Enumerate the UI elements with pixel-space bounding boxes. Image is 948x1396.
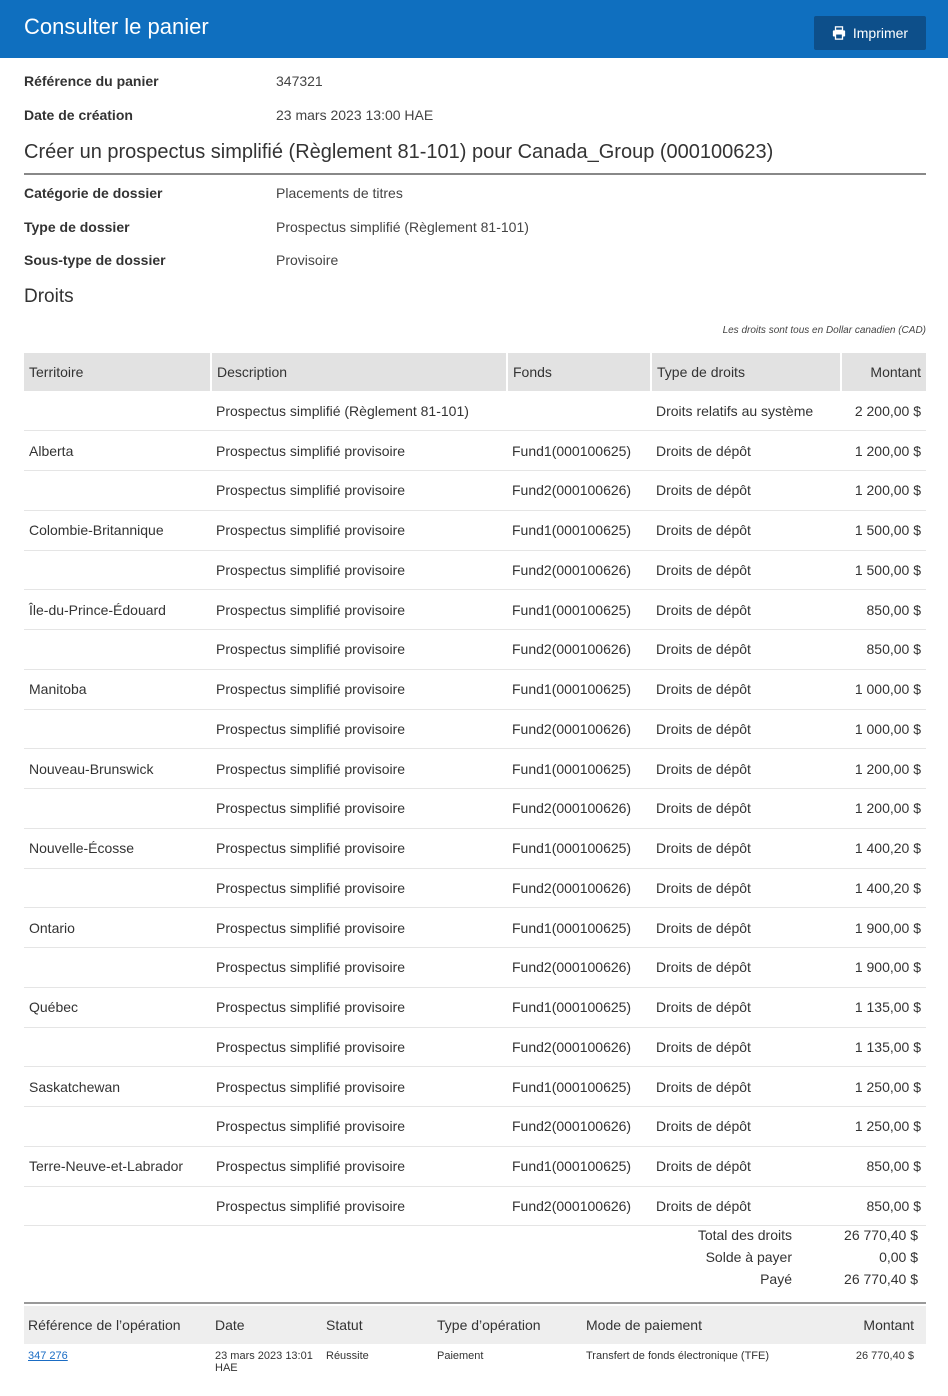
fee-row: [24, 630, 926, 670]
operation-row: [24, 1344, 926, 1384]
fee-fonds: Fund2(000100626): [507, 868, 651, 908]
fee-fonds: Fund2(000100626): [507, 709, 651, 749]
fee-montant: 2 200,00 $: [841, 391, 926, 431]
fee-territoire: [24, 868, 211, 908]
fee-territoire: Québec: [24, 987, 211, 1027]
fee-fonds: Fund2(000100626): [507, 471, 651, 511]
fee-description: Prospectus simplifié provisoire: [211, 828, 507, 868]
op-col-statut: Statut: [322, 1306, 433, 1344]
fee-fonds: Fund1(000100625): [507, 908, 651, 948]
fee-montant: 1 200,00 $: [841, 789, 926, 829]
dossier-subtype-label: Sous-type de dossier: [24, 252, 166, 268]
fee-description: Prospectus simplifié provisoire: [211, 1067, 507, 1107]
paid-row: [24, 1271, 926, 1293]
dossier-category-value: Placements de titres: [276, 185, 403, 201]
fee-description: Prospectus simplifié provisoire: [211, 1027, 507, 1067]
fee-territoire: [24, 550, 211, 590]
op-col-date: Date: [211, 1306, 322, 1344]
fee-territoire: [24, 1107, 211, 1147]
fee-montant: 1 500,00 $: [841, 550, 926, 590]
operation-status: Réussite: [326, 1350, 369, 1362]
print-button-label: Imprimer: [852, 25, 909, 41]
fee-fonds: Fund1(000100625): [507, 1067, 651, 1107]
fee-type: Droits de dépôt: [651, 987, 841, 1027]
fee-territoire: Ontario: [24, 908, 211, 948]
fee-description: Prospectus simplifié provisoire: [211, 987, 507, 1027]
dossier-type-row: [24, 219, 926, 239]
fee-type: Droits de dépôt: [651, 630, 841, 670]
page-title: Consulter le panier: [24, 14, 209, 39]
fee-row: [24, 550, 926, 590]
fee-type: Droits de dépôt: [651, 908, 841, 948]
fee-montant: 1 900,00 $: [841, 948, 926, 988]
fee-fonds: Fund1(000100625): [507, 749, 651, 789]
cart-date-value: 23 mars 2023 13:00 HAE: [276, 107, 434, 123]
paid-label: Payé: [760, 1271, 792, 1287]
fee-montant: 850,00 $: [841, 630, 926, 670]
fee-type: Droits de dépôt: [651, 510, 841, 550]
fee-montant: 1 400,20 $: [841, 868, 926, 908]
fees-header-row: [24, 353, 926, 391]
fee-fonds: Fund1(000100625): [507, 987, 651, 1027]
fee-type: Droits de dépôt: [651, 431, 841, 471]
fee-description: Prospectus simplifié provisoire: [211, 1186, 507, 1226]
fee-fonds: Fund2(000100626): [507, 948, 651, 988]
op-col-reference: Référence de l’opération: [24, 1306, 211, 1344]
fee-montant: 1 400,20 $: [841, 828, 926, 868]
fee-description: Prospectus simplifié (Règlement 81-101): [211, 391, 507, 431]
total-value: 26 770,40 $: [844, 1227, 918, 1243]
fee-type: Droits de dépôt: [651, 749, 841, 789]
operations-table: [24, 1306, 926, 1384]
fee-territoire: [24, 1186, 211, 1226]
fee-type: Droits de dépôt: [651, 948, 841, 988]
fee-description: Prospectus simplifié provisoire: [211, 789, 507, 829]
fee-row: [24, 590, 926, 630]
fee-montant: 850,00 $: [841, 1146, 926, 1186]
op-col-mode: Mode de paiement: [582, 1306, 832, 1344]
fee-row: [24, 471, 926, 511]
cart-date-label: Date de création: [24, 107, 133, 123]
fee-territoire: [24, 709, 211, 749]
fee-type: Droits de dépôt: [651, 1107, 841, 1147]
fee-type: Droits de dépôt: [651, 1027, 841, 1067]
fee-fonds: [507, 391, 651, 431]
fee-description: Prospectus simplifié provisoire: [211, 630, 507, 670]
operation-type: Paiement: [437, 1350, 484, 1362]
currency-note: Les droits sont tous en Dollar canadien (CAD): [722, 325, 926, 336]
fee-description: Prospectus simplifié provisoire: [211, 1146, 507, 1186]
col-header-montant: Montant: [841, 353, 926, 391]
fee-fonds: Fund1(000100625): [507, 828, 651, 868]
page-header: [0, 0, 948, 58]
fee-row: [24, 1146, 926, 1186]
fees-body: [24, 391, 926, 1226]
fee-row: [24, 669, 926, 709]
fee-description: Prospectus simplifié provisoire: [211, 510, 507, 550]
fee-description: Prospectus simplifié provisoire: [211, 1107, 507, 1147]
operation-amount: 26 770,40 $: [855, 1350, 914, 1362]
fee-description: Prospectus simplifié provisoire: [211, 431, 507, 471]
fee-type: Droits de dépôt: [651, 471, 841, 511]
fees-title: Droits: [24, 286, 74, 307]
fee-fonds: Fund2(000100626): [507, 550, 651, 590]
fee-description: Prospectus simplifié provisoire: [211, 669, 507, 709]
fee-row: [24, 1067, 926, 1107]
fee-territoire: Terre-Neuve-et-Labrador: [24, 1146, 211, 1186]
fee-montant: 850,00 $: [841, 590, 926, 630]
fee-montant: 1 250,00 $: [841, 1107, 926, 1147]
fee-row: [24, 828, 926, 868]
fee-description: Prospectus simplifié provisoire: [211, 590, 507, 630]
fee-territoire: Manitoba: [24, 669, 211, 709]
fee-territoire: Alberta: [24, 431, 211, 471]
balance-value: 0,00 $: [879, 1249, 918, 1265]
fee-type: Droits de dépôt: [651, 789, 841, 829]
fee-territoire: [24, 1027, 211, 1067]
fee-fonds: Fund1(000100625): [507, 431, 651, 471]
dossier-category-row: [24, 185, 926, 205]
balance-row: [24, 1249, 926, 1271]
cart-reference-row: [24, 73, 926, 93]
total-label: Total des droits: [697, 1227, 792, 1243]
printer-icon: [832, 26, 846, 40]
op-col-type: Type d’opération: [433, 1306, 582, 1344]
fee-territoire: [24, 789, 211, 829]
fee-montant: 1 200,00 $: [841, 749, 926, 789]
fee-montant: 1 900,00 $: [841, 908, 926, 948]
col-header-fonds: Fonds: [507, 353, 651, 391]
fee-fonds: Fund2(000100626): [507, 1107, 651, 1147]
print-button[interactable]: [814, 16, 926, 50]
fee-type: Droits de dépôt: [651, 868, 841, 908]
col-header-territoire: Territoire: [24, 353, 211, 391]
fee-description: Prospectus simplifié provisoire: [211, 868, 507, 908]
fee-fonds: Fund1(000100625): [507, 1146, 651, 1186]
fee-row: [24, 709, 926, 749]
title-divider: [24, 173, 926, 175]
fee-fonds: Fund2(000100626): [507, 630, 651, 670]
fee-montant: 1 200,00 $: [841, 431, 926, 471]
cart-reference-value: 347321: [276, 73, 323, 89]
fee-row: [24, 868, 926, 908]
fee-type: Droits de dépôt: [651, 550, 841, 590]
fee-row: [24, 908, 926, 948]
cart-reference-label: Référence du panier: [24, 73, 159, 89]
fee-type: Droits de dépôt: [651, 1146, 841, 1186]
fee-territoire: Nouvelle-Écosse: [24, 828, 211, 868]
fee-territoire: [24, 391, 211, 431]
fee-row: [24, 948, 926, 988]
totals-divider: [24, 1302, 926, 1304]
operations-header-row: [24, 1306, 926, 1344]
op-col-montant: Montant: [832, 1306, 926, 1344]
fee-montant: 1 500,00 $: [841, 510, 926, 550]
cart-date-row: [24, 107, 926, 127]
fee-montant: 850,00 $: [841, 1186, 926, 1226]
fee-row: [24, 1107, 926, 1147]
fee-fonds: Fund2(000100626): [507, 1027, 651, 1067]
fee-territoire: [24, 630, 211, 670]
operation-method: Transfert de fonds électronique (TFE): [586, 1350, 770, 1362]
col-header-type-droits: Type de droits: [651, 353, 841, 391]
fee-row: [24, 510, 926, 550]
fee-row: [24, 1027, 926, 1067]
fee-fonds: Fund1(000100625): [507, 590, 651, 630]
fee-fonds: Fund1(000100625): [507, 669, 651, 709]
dossier-type-value: Prospectus simplifié (Règlement 81-101): [276, 219, 529, 235]
fee-row: [24, 1186, 926, 1226]
fee-fonds: Fund2(000100626): [507, 1186, 651, 1226]
fees-table: [24, 353, 926, 1226]
section-title: Créer un prospectus simplifié (Règlement 81-101) pour Canada_Group (000100623): [24, 141, 774, 163]
fee-row: [24, 431, 926, 471]
balance-label: Solde à payer: [705, 1249, 792, 1265]
fee-territoire: [24, 471, 211, 511]
fee-territoire: Île-du-Prince-Édouard: [24, 590, 211, 630]
fee-description: Prospectus simplifié provisoire: [211, 749, 507, 789]
fee-type: Droits de dépôt: [651, 590, 841, 630]
fee-type: Droits de dépôt: [651, 669, 841, 709]
fee-description: Prospectus simplifié provisoire: [211, 948, 507, 988]
fee-description: Prospectus simplifié provisoire: [211, 550, 507, 590]
fee-description: Prospectus simplifié provisoire: [211, 471, 507, 511]
dossier-subtype-row: [24, 252, 926, 272]
operation-date: 23 mars 2023 13:01 HAE: [215, 1350, 313, 1374]
fee-description: Prospectus simplifié provisoire: [211, 908, 507, 948]
dossier-category-label: Catégorie de dossier: [24, 185, 163, 201]
fee-montant: 1 135,00 $: [841, 987, 926, 1027]
fee-row: [24, 749, 926, 789]
fee-type: Droits de dépôt: [651, 1186, 841, 1226]
fee-fonds: Fund2(000100626): [507, 789, 651, 829]
fee-type: Droits relatifs au système: [651, 391, 841, 431]
fee-territoire: [24, 948, 211, 988]
fee-type: Droits de dépôt: [651, 828, 841, 868]
fee-row: [24, 789, 926, 829]
dossier-subtype-value: Provisoire: [276, 252, 339, 268]
total-row: [24, 1227, 926, 1249]
operation-reference-link[interactable]: 347 276: [28, 1350, 68, 1362]
fee-fonds: Fund1(000100625): [507, 510, 651, 550]
fee-territoire: Saskatchewan: [24, 1067, 211, 1107]
fee-type: Droits de dépôt: [651, 1067, 841, 1107]
fee-montant: 1 250,00 $: [841, 1067, 926, 1107]
fee-row: [24, 987, 926, 1027]
fee-montant: 1 200,00 $: [841, 471, 926, 511]
col-header-description: Description: [211, 353, 507, 391]
fee-montant: 1 000,00 $: [841, 709, 926, 749]
fee-description: Prospectus simplifié provisoire: [211, 709, 507, 749]
fee-type: Droits de dépôt: [651, 709, 841, 749]
fee-territoire: Nouveau-Brunswick: [24, 749, 211, 789]
fee-montant: 1 000,00 $: [841, 669, 926, 709]
fee-montant: 1 135,00 $: [841, 1027, 926, 1067]
dossier-type-label: Type de dossier: [24, 219, 130, 235]
fee-row: [24, 391, 926, 431]
paid-value: 26 770,40 $: [844, 1271, 918, 1287]
fee-territoire: Colombie-Britannique: [24, 510, 211, 550]
